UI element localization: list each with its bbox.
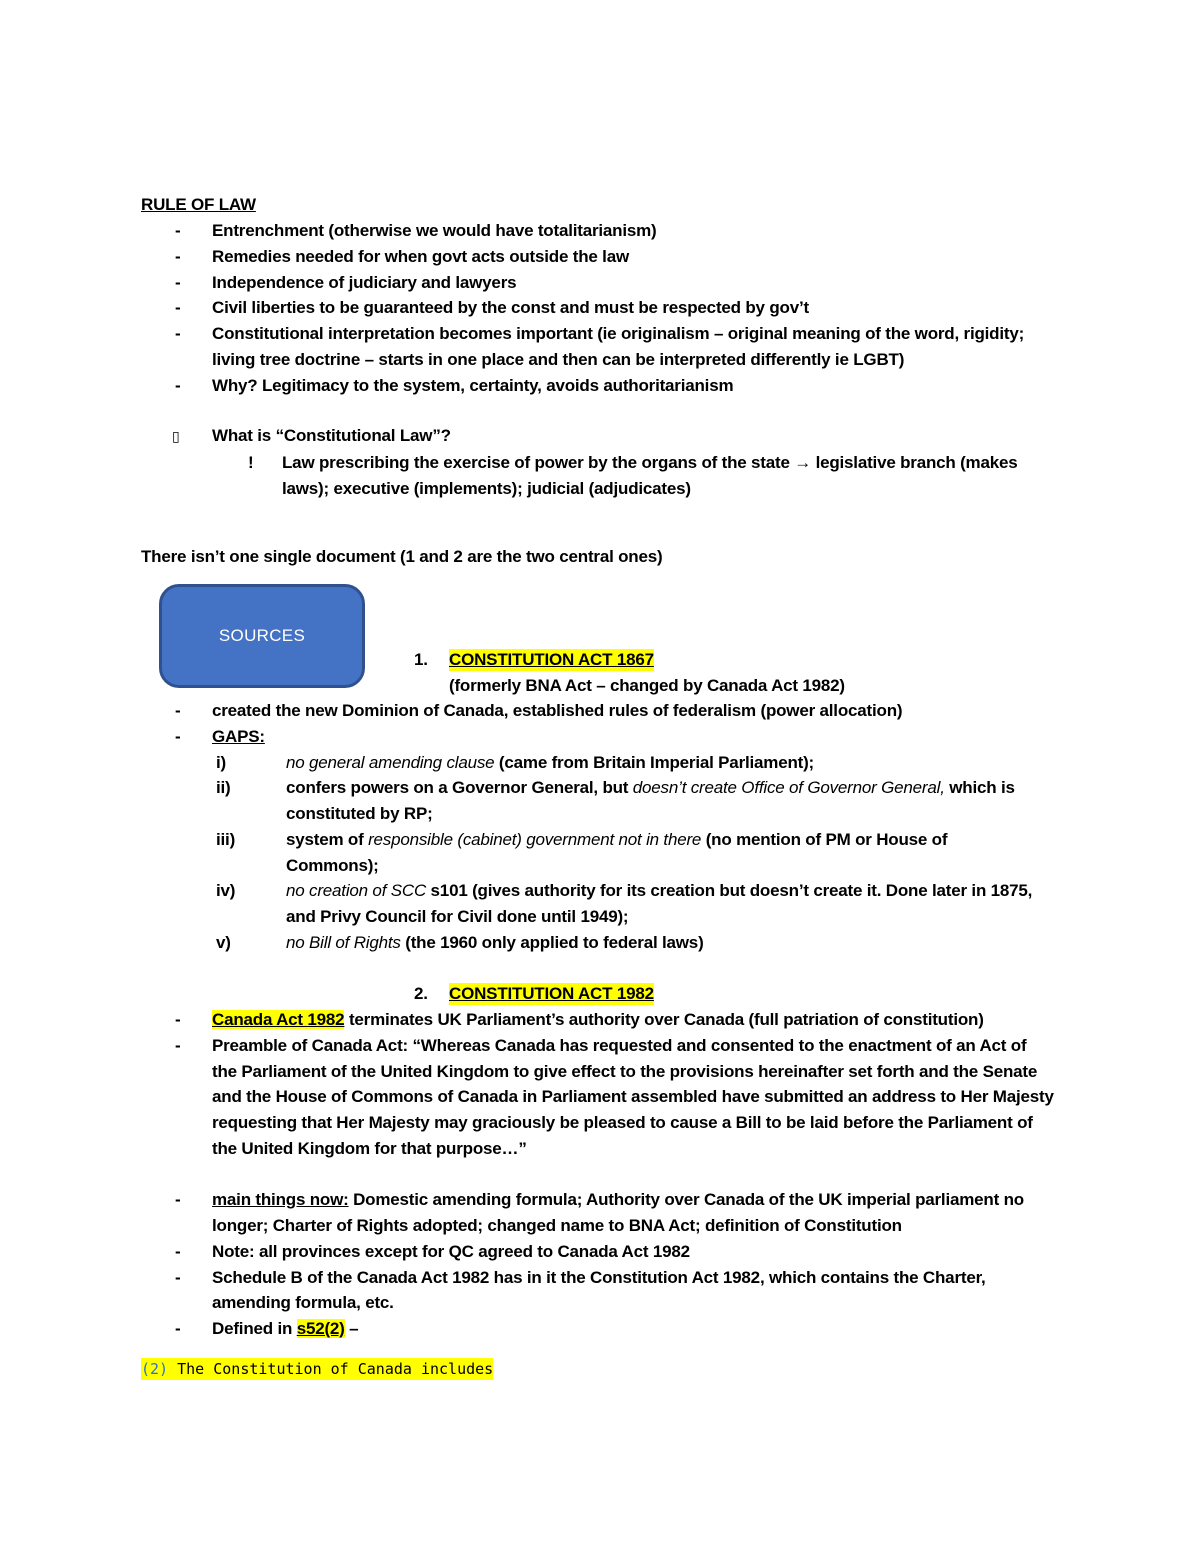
list-item: created the new Dominion of Canada, established rules of federalism (power allocation) (212, 701, 903, 720)
gap-item (286, 752, 814, 774)
answer-text: Law prescribing the exercise of power by the organs of the state → legislative branch (makes (282, 453, 1018, 472)
list-dash: - (175, 247, 181, 266)
preamble-line: and the House of Commons of Canada in Parliament assembled have submitted an address to Her Majesty (212, 1087, 1054, 1106)
gap-rest: (the 1960 only applied to federal laws) (400, 933, 704, 952)
canada-act-text: terminates UK Parliament’s authority over Canada (full patriation of constitution) (344, 1010, 984, 1029)
list-item-continuation: amending formula, etc. (212, 1293, 394, 1312)
act2-title: CONSTITUTION ACT 1982 (449, 984, 654, 1003)
gap-item (286, 829, 947, 851)
gap-continuation: Commons); (286, 856, 379, 875)
list-dash: - (175, 1319, 181, 1338)
gap-continuation: and Privy Council for Civil done until 1949); (286, 907, 629, 926)
gap-number: i) (216, 753, 226, 772)
gap-item (286, 932, 704, 954)
list-item (212, 1189, 1024, 1211)
gap-rest: s101 (gives authority for its creation but doesn’t create it. Done later in 1875, (426, 881, 1033, 900)
gap-italic: no general amending clause (286, 753, 495, 772)
intro-text: There isn’t one single document (1 and 2 are the two central ones) (141, 547, 663, 566)
act1-number: 1. (414, 650, 428, 669)
gap-italic: no creation of SCC (286, 881, 427, 900)
gap-item (286, 880, 1032, 902)
gap-italic: responsible (cabinet) government not in there (368, 830, 702, 849)
preamble-line: the United Kingdom for that purpose…” (212, 1139, 527, 1158)
list-item-continuation: longer; Charter of Rights adopted; changed name to BNA Act; definition of Constitution (212, 1216, 902, 1235)
main-things-label: main things now: (212, 1190, 349, 1209)
defined-post: – (344, 1319, 359, 1338)
list-dash: - (175, 273, 181, 292)
list-item: Entrenchment (otherwise we would have totalitarianism) (212, 221, 657, 240)
exclamation-bullet-icon: ! (248, 453, 254, 472)
list-dash: - (175, 221, 181, 240)
gap-rest: (no mention of PM or House of (701, 830, 948, 849)
gaps-label: GAPS: (212, 727, 265, 746)
gap-number: iii) (216, 830, 236, 849)
list-dash: - (175, 1268, 181, 1287)
gap-item (286, 777, 1015, 799)
list-item (212, 1318, 358, 1340)
list-dash: - (175, 1190, 181, 1209)
list-dash: - (175, 298, 181, 317)
provision-text: The Constitution of Canada includes (168, 1360, 494, 1378)
list-item-continuation: living tree doctrine – starts in one place and then can be interpreted differently ie LGBT) (212, 350, 905, 369)
box-bullet-icon: ▯ (172, 428, 180, 444)
list-dash: - (175, 727, 181, 746)
list-item: Remedies needed for when govt acts outside the law (212, 247, 629, 266)
s52-reference: s52(2) (296, 1319, 345, 1338)
gap-pre: system of (286, 830, 369, 849)
list-item: Independence of judiciary and lawyers (212, 273, 517, 292)
defined-pre: Defined in (212, 1319, 297, 1338)
list-item: Schedule B of the Canada Act 1982 has in it the Constitution Act 1982, which contains the Charter, (212, 1268, 986, 1287)
preamble-line: the Parliament of the United Kingdom to give effect to the provisions hereinafter set forth and the Senate (212, 1062, 1038, 1081)
gap-continuation: constituted by RP; (286, 804, 433, 823)
gap-rest: (came from Britain Imperial Parliament); (494, 753, 815, 772)
list-dash: - (175, 701, 181, 720)
gap-rest: which is (944, 778, 1015, 797)
question-text: What is “Constitutional Law”? (212, 426, 451, 445)
sources-label: SOURCES (218, 626, 306, 645)
list-dash: - (175, 1036, 181, 1055)
list-dash: - (175, 376, 181, 395)
gap-number: v) (216, 933, 231, 952)
provision-number: (2) (141, 1360, 169, 1378)
list-item (212, 1009, 984, 1031)
main-things-text: Domestic amending formula; Authority over Canada of the UK imperial parliament no (348, 1190, 1024, 1209)
gap-number: ii) (216, 778, 231, 797)
quoted-provision (141, 1358, 493, 1380)
list-item: Why? Legitimacy to the system, certainty, avoids authoritarianism (212, 376, 734, 395)
preamble-line: requesting that Her Majesty may graciously be pleased to cause a Bill to be laid before the Parliament of (212, 1113, 1033, 1132)
canada-act-label: Canada Act 1982 (212, 1010, 345, 1029)
section-heading-rule-of-law: RULE OF LAW (141, 195, 256, 214)
list-dash: - (175, 324, 181, 343)
preamble-line: Preamble of Canada Act: “Whereas Canada has requested and consented to the enactment of an Act of (212, 1036, 1027, 1055)
list-dash: - (175, 1242, 181, 1261)
gap-pre: confers powers on a Governor General, but (286, 778, 633, 797)
list-item: Civil liberties to be guaranteed by the const and must be respected by gov’t (212, 298, 809, 317)
gap-number: iv) (216, 881, 236, 900)
list-dash: - (175, 1010, 181, 1029)
act1-subtitle: (formerly BNA Act – changed by Canada Act 1982) (449, 676, 845, 695)
list-item: Constitutional interpretation becomes important (ie originalism – original meaning of the word, rigidity; (212, 324, 1025, 343)
gap-italic: no Bill of Rights (286, 933, 401, 952)
answer-text-continuation: laws); executive (implements); judicial (adjudicates) (282, 479, 691, 498)
sources-box (159, 584, 365, 688)
act1-title: CONSTITUTION ACT 1867 (449, 650, 654, 669)
gap-italic: doesn’t create Office of Governor General, (632, 778, 945, 797)
list-item: Note: all provinces except for QC agreed to Canada Act 1982 (212, 1242, 690, 1261)
act2-number: 2. (414, 984, 428, 1003)
